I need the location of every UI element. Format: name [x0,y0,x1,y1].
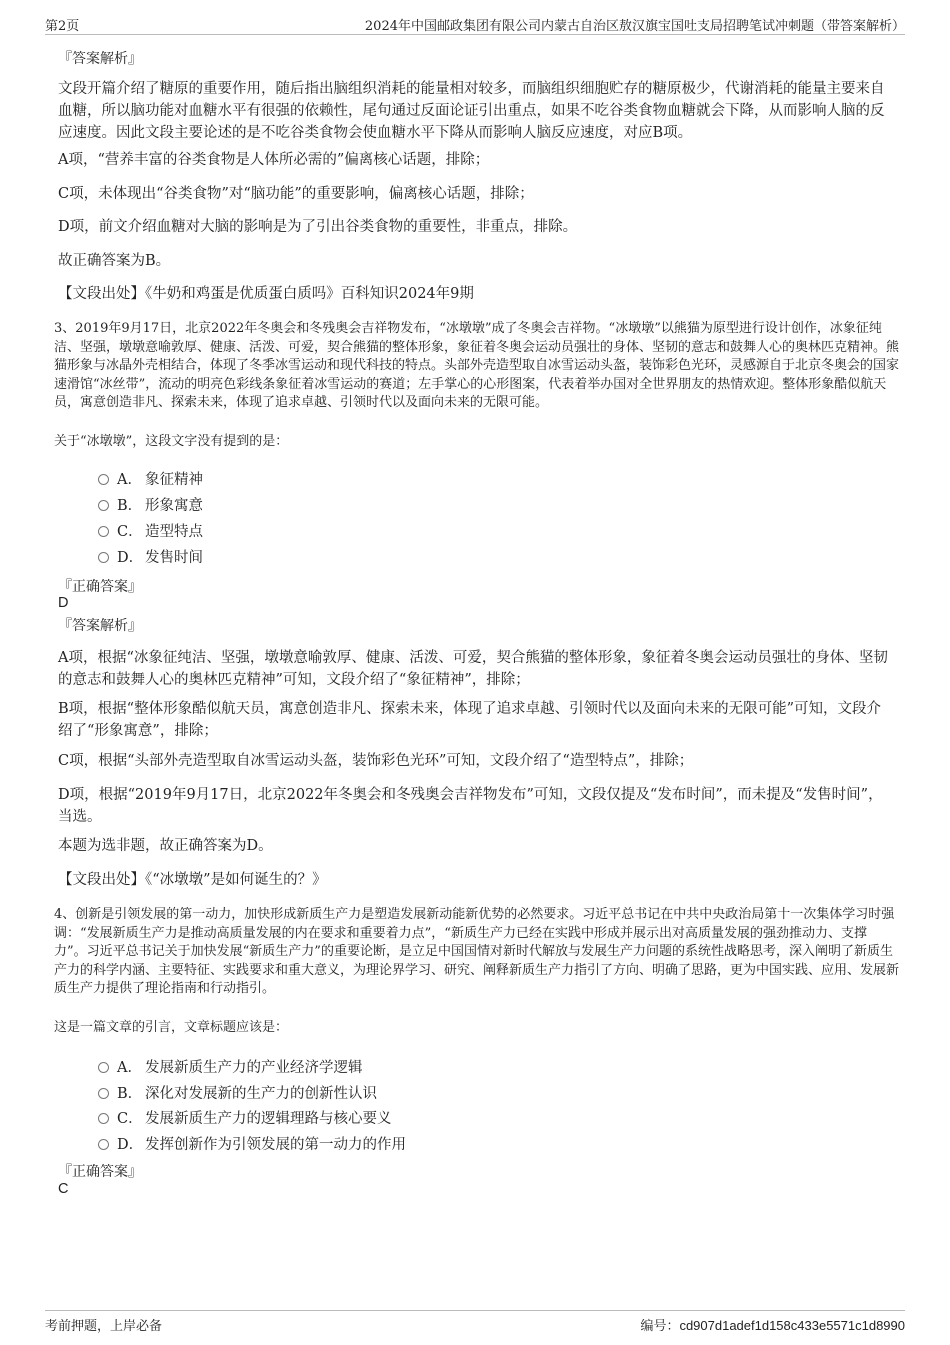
q2-conclusion: 故正确答案为B。 [58,253,171,269]
q3-option-c-analysis: C项，根据“头部外壳造型取自冰雪运动头盔，装饰彩色光环”可知，文段介绍了“造型特点”，排除； [58,753,694,769]
q2-option-c-analysis: C项，未体现出“谷类食物”对“脑功能”的重要影响，偏离核心话题，排除； [58,186,534,202]
q3-stem: 3、2019年9月17日，北京2022年冬奥会和冬残奥会吉祥物发布，“冰墩墩”成了冬奥会吉祥物。“冰墩墩”以熊猫为原型进行设计创作，冰象征纯洁、坚强，墩墩意喻敦厚、健康、活泼、可爱，契合熊猫的整体形象，象征着冬奥会运动员强壮的身体、坚韧的意志和鼓舞人心的奥林匹克精神。熊猫形象与冰晶外壳相结合，体现了冬季冰雪运动和现代科技的特点。头部外壳造型取自冰雪运动头盔，装饰彩色光环，灵感源自于北京冬奥会的国家速滑馆“冰丝带”，流动的明亮色彩线条象征着冰雪运动的赛道；左手掌心的心形图案，代表着举办国对全世界朋友的热情欢迎。整体形象酷似航天员，寓意创造非凡、探索未来，体现了追求卓越、引领时代以及面向未来的无限可能。 [54,321,900,410]
q4-correct-label: 『正确答案』 [58,1164,142,1180]
q3-option-b-analysis: B项，根据“整体形象酷似航天员，寓意创造非凡、探索未来，体现了追求卓越、引领时代以及面向未来的无限可能”可知，文段介绍了“形象寓意”，排除； [58,701,881,739]
radio-icon[interactable] [98,1062,109,1073]
q2-option-a-analysis: A项，“营养丰富的谷类食物是人体所必需的”偏离核心话题，排除； [58,152,490,168]
q3-option-d-analysis: D项，根据“2019年9月17日，北京2022年冬奥会和冬残奥会吉祥物发布”可知，文段仅提及“发布时间”，而未提及“发售时间”，当选。 [58,787,883,825]
q3-correct-answer: D [58,595,69,611]
page-header [45,12,905,35]
q4-option-c[interactable]: C． 发展新质生产力的逻辑理路与核心要义 [98,1107,392,1127]
q3-option-d[interactable]: D． 发售时间 [98,546,203,566]
q3-option-b[interactable]: B． 形象寓意 [98,494,203,514]
page-number: 第2页 [45,19,80,34]
q4-option-b[interactable]: B． 深化对发展新的生产力的创新性认识 [98,1082,377,1102]
q3-conclusion: 本题为选非题，故正确答案为D。 [58,838,273,854]
q3-correct-label: 『正确答案』 [58,579,142,595]
radio-icon[interactable] [98,500,109,511]
radio-icon[interactable] [98,474,109,485]
radio-icon[interactable] [98,552,109,563]
q4-correct-answer: C [58,1181,69,1197]
footer-slogan: 考前押题，上岸必备 [45,1319,163,1334]
radio-icon[interactable] [98,1088,109,1099]
page-footer [45,1310,905,1337]
q3-source: 【文段出处】《“冰墩墩”是如何诞生的？》 [58,872,327,888]
q4-option-d[interactable]: D． 发挥创新作为引领发展的第一动力的作用 [98,1133,406,1153]
radio-icon[interactable] [98,526,109,537]
q4-stem: 4、创新是引领发展的第一动力，加快形成新质生产力是塑造发展新动能新优势的必然要求。习近平总书记在中共中央政治局第十一次集体学习时强调：“发展新质生产力是推动高质量发展的内在要求和重要着力点”，“新质生产力已经在实践中形成并展示出对高质量发展的强劲推动力、支撑力”。习近平总书记关于加快发展“新质生产力”的重要论断，是立足中国国情对新时代解放与发展生产力问题的系统性战略思考，深入阐明了新质生产力的科学内涵、主要特征、实践要求和重大意义，为理论界学习、研究、阐释新质生产力指引了方向、明确了思路，更为中国实践、应用、发展新质生产力提供了理论指南和行动指引。 [54,907,900,996]
q4-option-a[interactable]: A． 发展新质生产力的产业经济学逻辑 [98,1056,363,1076]
q3-option-a[interactable]: A． 象征精神 [98,468,203,488]
q3-option-c[interactable]: C． 造型特点 [98,520,203,540]
q4-question: 这是一篇文章的引言，文章标题应该是： [54,1020,289,1035]
q2-analysis-text: 文段开篇介绍了糖原的重要作用，随后指出脑组织消耗的能量相对较多，而脑组织细胞贮存的糖原极少，代谢消耗的能量主要来自血糖，所以脑功能对血糖水平有很强的依赖性，尾句通过反面论证引出重点，如果不吃谷类食物血糖就会下降，从而影响人脑的反应速度。因此文段主要论述的是不吃谷类食物会使血糖水平下降从而影响人脑反应速度，对应B项。 [58,81,885,141]
radio-icon[interactable] [98,1113,109,1124]
radio-icon[interactable] [98,1139,109,1150]
q3-question: 关于“冰墩墩”，这段文字没有提到的是： [54,434,289,449]
footer-code: 编号：cd907d1adef1d158c433e5571c1d8990 [640,1318,905,1333]
q3-option-a-analysis: A项，根据“冰象征纯洁、坚强，墩墩意喻敦厚、健康、活泼、可爱，契合熊猫的整体形象，象征着冬奥会运动员强壮的身体、坚韧的意志和鼓舞人心的奥林匹克精神”可知，文段介绍了“象征精神”，排除； [58,650,888,688]
document-title: 2024年中国邮政集团有限公司内蒙古自治区敖汉旗宝国吐支局招聘笔试冲刺题（带答案解析） [364,19,905,34]
q3-analysis-label: 『答案解析』 [58,618,142,634]
q2-option-d-analysis: D项，前文介绍血糖对大脑的影响是为了引出谷类食物的重要性，非重点，排除。 [58,219,578,235]
q2-analysis-label: 『答案解析』 [58,51,142,67]
q2-source: 【文段出处】《牛奶和鸡蛋是优质蛋白质吗》百科知识2024年9期 [58,286,474,302]
